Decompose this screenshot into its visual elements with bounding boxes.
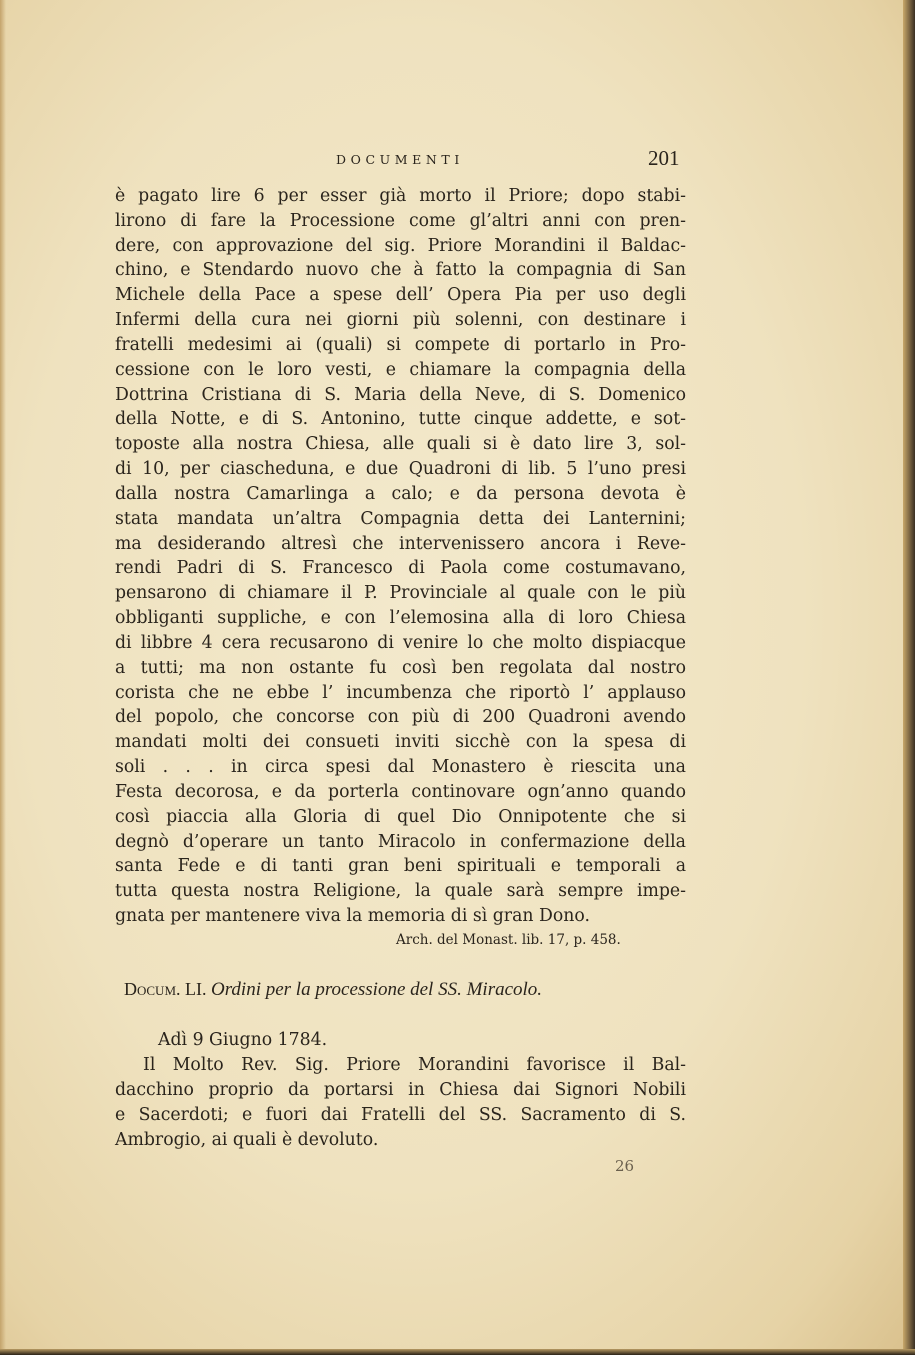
text-line: Dottrina Cristiana di S. Maria della Neve, di S. Domenico — [115, 384, 686, 405]
document-title: Ordini per la processione del SS. Miracolo. — [211, 979, 543, 1000]
text-line: dere, con approvazione del sig. Priore Morandini il Baldac- — [115, 235, 686, 256]
page-number: 201 — [648, 146, 680, 170]
text-line: ma desiderando altresì che intervenissero ancora i Reve- — [115, 533, 686, 554]
text-line: di libbre 4 cera recusarono di venire lo che molto dispiacque — [115, 632, 686, 653]
text-line: tutta questa nostra Religione, la quale sarà sempre impe- — [115, 881, 686, 902]
text-line: degnò d’operare un tanto Miracolo in confermazione della — [115, 831, 686, 852]
text-line: Adì 9 Giugno 1784. — [158, 1030, 328, 1050]
text-line: così piaccia alla Gloria di quel Dio Onnipotente che si — [115, 806, 686, 827]
document-number: Docum. LI. — [124, 979, 207, 999]
text-line: gnata per mantenere viva la memoria di sì gran Dono. — [115, 906, 590, 927]
text-line: Michele della Pace a spese dell’ Opera Pia per uso degli — [115, 285, 686, 306]
text-line: toposte alla nostra Chiesa, alle quali si è dato lire 3, sol- — [115, 434, 686, 455]
page-bottom-edge — [0, 1349, 915, 1355]
archive-citation: Arch. del Monast. lib. 17, p. 458. — [396, 932, 621, 948]
text-line: della Notte, e di S. Antonino, tutte cinque addette, e sot- — [115, 409, 686, 430]
text-line: pensarono di chiamare il P. Provinciale al quale con le più — [115, 583, 686, 604]
text-line: fratelli medesimi ai (quali) si compete di portarlo in Pro- — [115, 334, 686, 355]
text-line: mandati molti dei consueti inviti sicchè con la spesa di — [115, 732, 686, 753]
text-line: stata mandata un’altra Compagnia detta dei Lanternini; — [115, 508, 686, 529]
signature-mark: 26 — [615, 1157, 635, 1175]
text-line: obbliganti suppliche, e con l’elemosina alla di loro Chiesa — [115, 608, 686, 629]
text-line: cessione con le loro vesti, e chiamare la compagnia della — [115, 359, 686, 380]
text-line: e Sacerdoti; e fuori dai Fratelli del SS. Sacramento di S. — [115, 1104, 686, 1125]
text-line: soli . . . in circa spesi dal Monastero è riescita una — [115, 757, 686, 778]
document-heading — [124, 979, 542, 1001]
text-line: Festa decorosa, e da porterla continovare ogn’anno quando — [115, 781, 686, 802]
text-line: chino, e Stendardo nuovo che à fatto la compagnia di San — [115, 260, 686, 281]
text-line: dalla nostra Camarlinga a calo; e da persona devota è — [115, 483, 686, 504]
text-line: del popolo, che concorse con più di 200 Quadroni avendo — [115, 707, 686, 728]
text-line: dacchino proprio da portarsi in Chiesa dai Signori Nobili — [115, 1079, 686, 1100]
text-line: a tutti; ma non ostante fu così ben regolata dal nostro — [115, 657, 686, 678]
text-line: Il Molto Rev. Sig. Priore Morandini favorisce il Bal- — [143, 1054, 686, 1075]
text-line: di 10, per ciascheduna, e due Quadroni di lib. 5 l’uno presi — [115, 459, 686, 480]
text-line: Ambrogio, ai quali è devoluto. — [115, 1129, 379, 1150]
text-line: santa Fede e di tanti gran beni spirituali e temporali a — [115, 856, 686, 877]
text-line: rendi Padri di S. Francesco di Paola come costumavano, — [115, 558, 686, 579]
text-line: Infermi della cura nei giorni più solenni, con destinare i — [115, 310, 686, 331]
text-line: è pagato lire 6 per esser già morto il Priore; dopo stabi- — [115, 186, 686, 206]
text-line: lirono di fare la Processione come gl’altri anni con pren- — [115, 210, 686, 231]
page-left-edge — [0, 0, 6, 1355]
running-title: DOCUMENTI — [336, 152, 464, 167]
page-right-edge — [903, 0, 915, 1355]
text-line: corista che ne ebbe l’ incumbenza che riportò l’ applauso — [115, 682, 686, 703]
